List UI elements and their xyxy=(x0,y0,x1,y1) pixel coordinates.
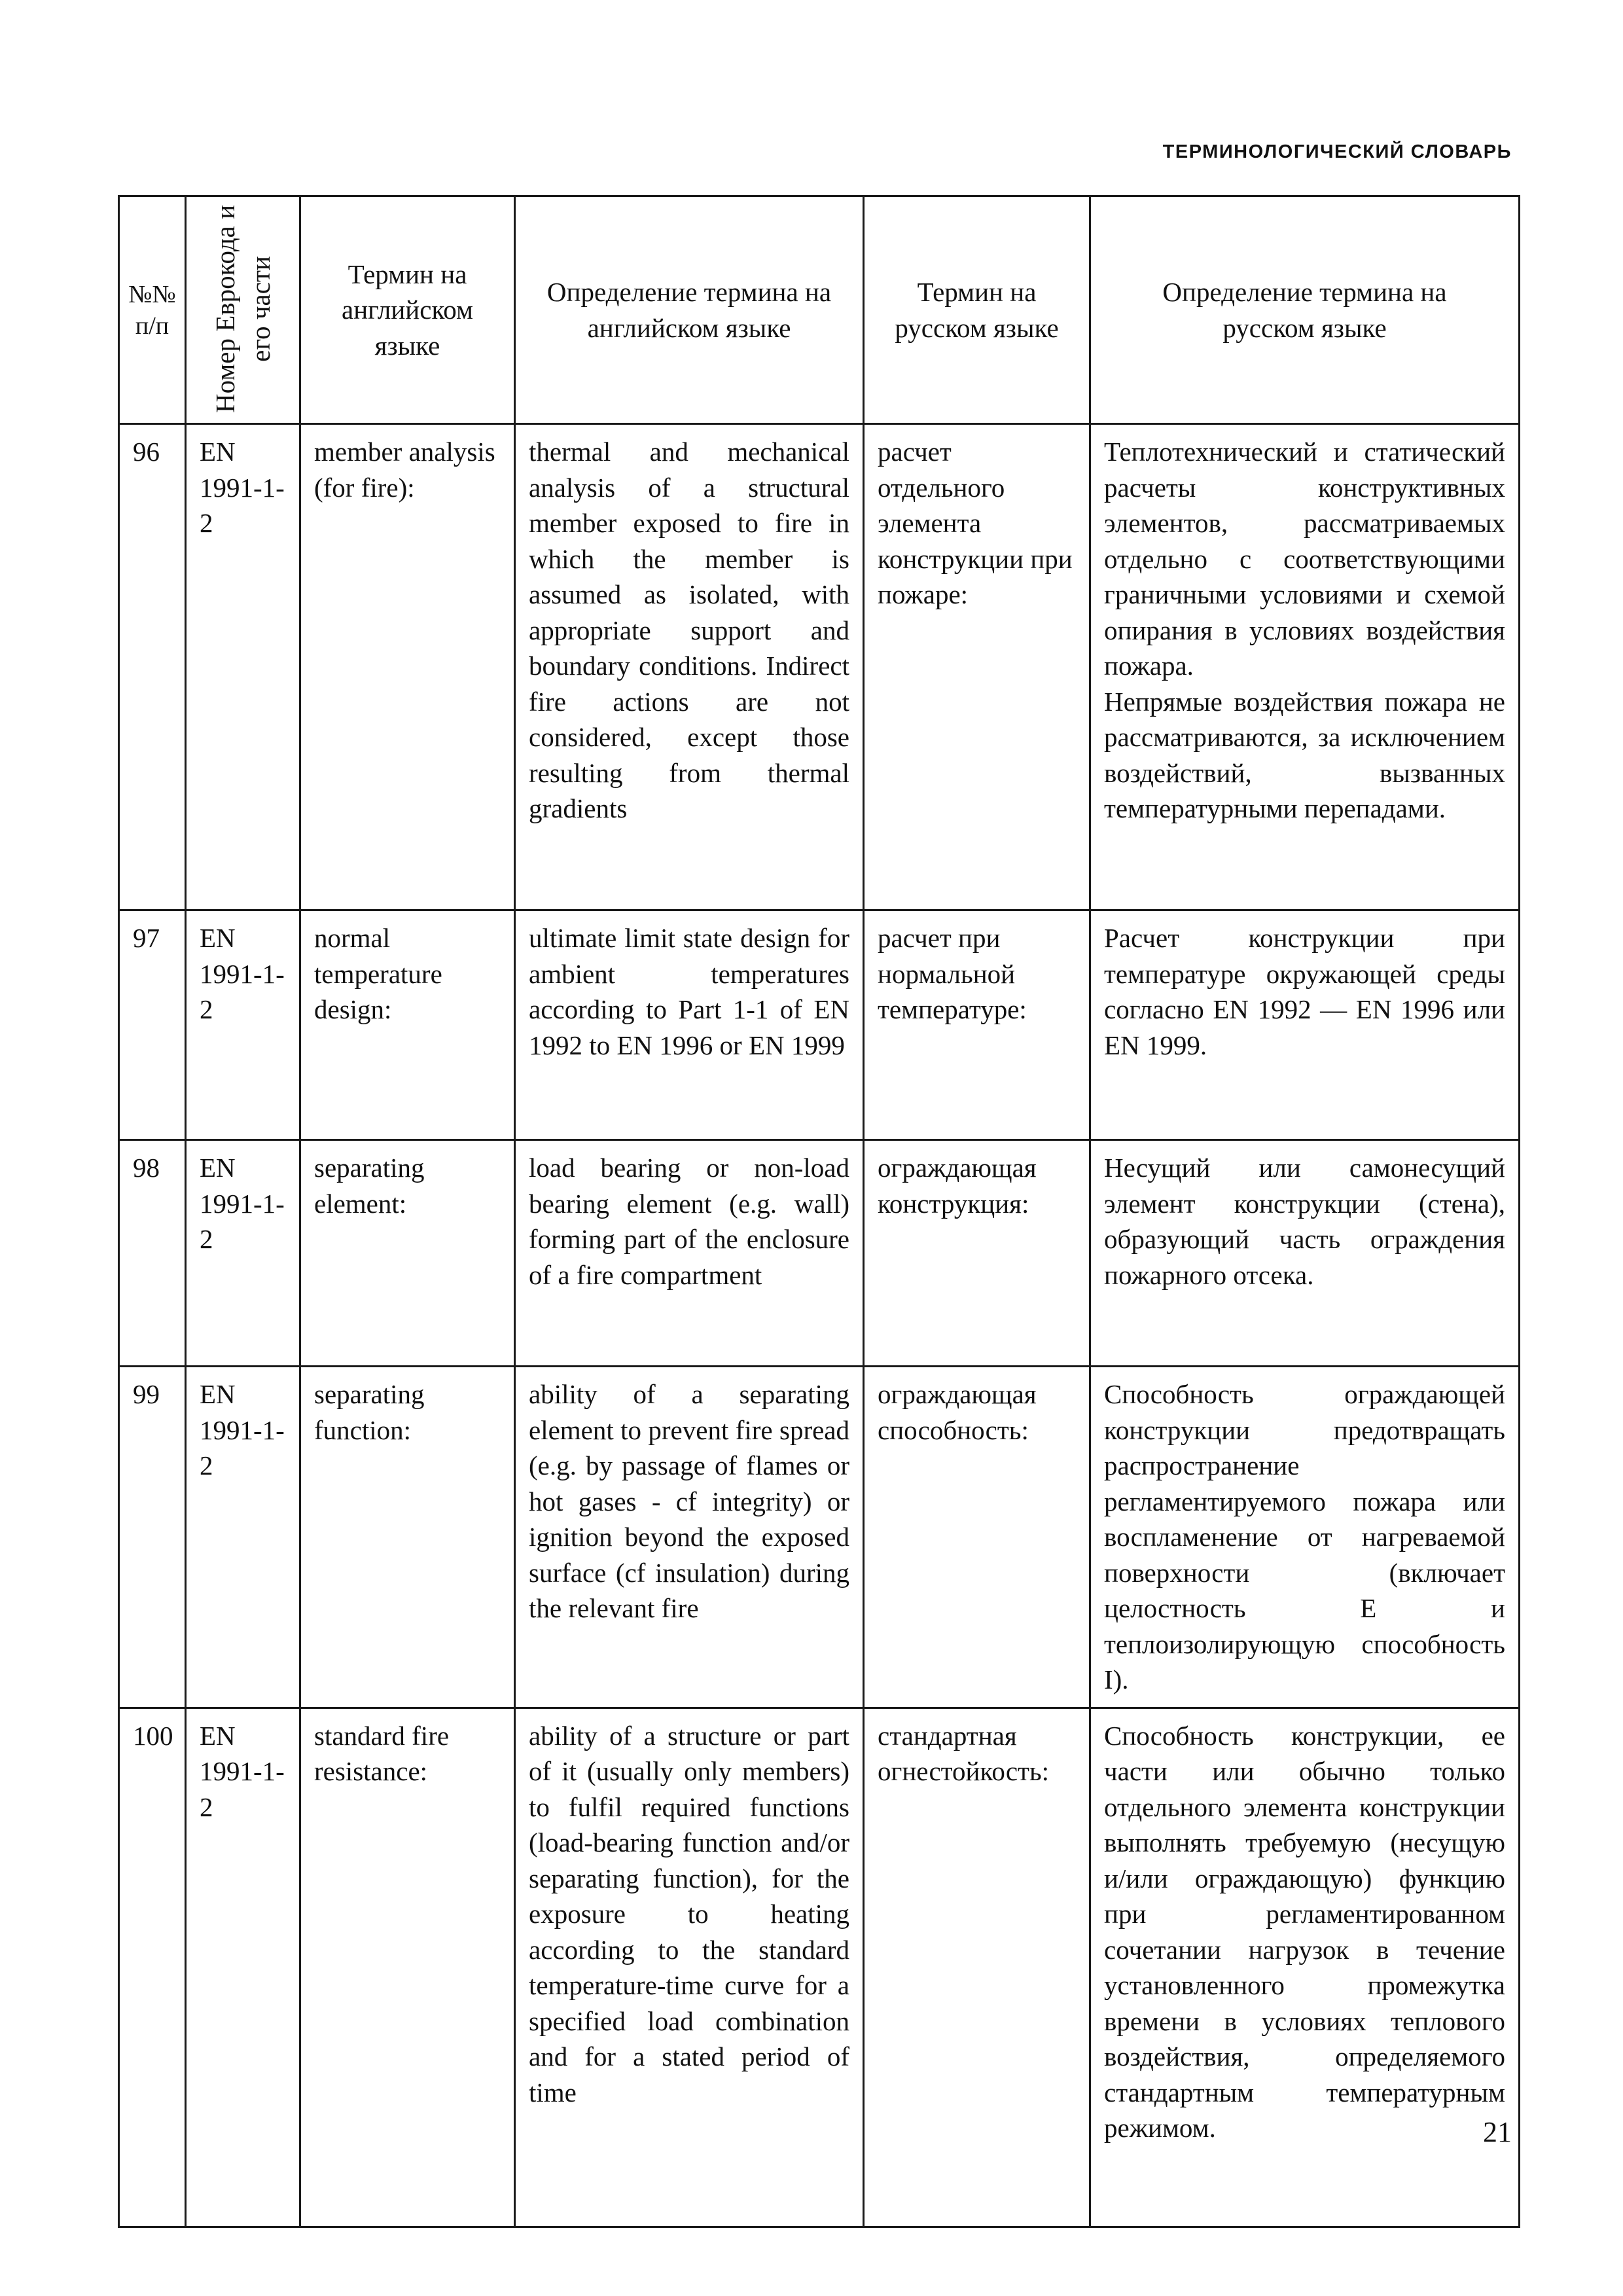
row-term-ru: ограждающая конструкция: xyxy=(864,1140,1090,1367)
row-eurocode: EN 1991-1-2 xyxy=(186,1140,300,1367)
row-definition-ru: Расчет конструкции при температуре окружающей среды согласно EN 1992 — EN 1996 или EN 1999. xyxy=(1090,910,1520,1140)
header-term-ru: Термин на русском языке xyxy=(864,196,1090,424)
table-row xyxy=(119,1140,1520,1367)
running-head: ТЕРМИНОЛОГИЧЕСКИЙ СЛОВАРЬ xyxy=(1162,141,1512,162)
header-definition-en: Определение термина на английском языке xyxy=(515,196,864,424)
row-definition-en: ultimate limit state design for ambient temperatures according to Part 1-1 of EN 1992 to EN 1996 or EN 1999 xyxy=(515,910,864,1140)
table-row xyxy=(119,1708,1520,2227)
table-row xyxy=(119,910,1520,1140)
row-definition-en: ability of a separating element to prevent fire spread (e.g. by passage of flames or hot gases - cf integrity) or ignition beyond the exposed surface (cf insulation) during the relevant fire xyxy=(515,1367,864,1708)
row-number: 96 xyxy=(119,424,186,910)
row-number: 98 xyxy=(119,1140,186,1367)
row-number: 97 xyxy=(119,910,186,1140)
row-term-ru: расчет при нормальной температуре: xyxy=(864,910,1090,1140)
header-definition-ru: Определение термина на русском языке xyxy=(1090,196,1520,424)
row-number: 100 xyxy=(119,1708,186,2227)
table-row xyxy=(119,1367,1520,1708)
row-term-en: separating function: xyxy=(300,1367,515,1708)
row-eurocode: EN 1991-1-2 xyxy=(186,1367,300,1708)
header-number: №№ п/п xyxy=(119,196,186,424)
row-term-en: separating element: xyxy=(300,1140,515,1367)
row-eurocode: EN 1991-1-2 xyxy=(186,910,300,1140)
row-definition-ru: Способность конструкции, ее части или обычно только отдельного элемента конструкции выполнять требуемую (несущую и/или ограждающую) функцию при регламентированном сочетании нагрузок в течение установленного промежутка времени в условиях теплового воздействия, определяемого стандартным температурным режимом. xyxy=(1090,1708,1520,2227)
row-definition-ru xyxy=(1090,424,1520,910)
glossary-table xyxy=(118,195,1520,2228)
table-row xyxy=(119,424,1520,910)
row-term-ru: расчет отдельного элемента конструкции при пожаре: xyxy=(864,424,1090,910)
header-term-en: Термин на английском языке xyxy=(300,196,515,424)
row-definition-ru: Способность ограждающей конструкции предотвращать распространение регламентируемого пожара или воспламенение от нагреваемой поверхности (включает целостность E и теплоизолирующую способность I). xyxy=(1090,1367,1520,1708)
header-eurocode: Номер Еврокода и его части xyxy=(186,196,300,424)
header-row xyxy=(119,196,1520,424)
page-number: 21 xyxy=(1483,2116,1512,2148)
row-eurocode: EN 1991-1-2 xyxy=(186,1708,300,2227)
row-term-ru: ограждающая способность: xyxy=(864,1367,1090,1708)
row-term-en: standard fire resistance: xyxy=(300,1708,515,2227)
row-definition-en: ability of a structure or part of it (usually only members) to fulfil required functions (load-bearing function and/or separating function), for the exposure to heating according to the standard temperature-time curve for a specified load combination and for a stated period of time xyxy=(515,1708,864,2227)
row-definition-en: load bearing or non-load bearing element (e.g. wall) forming part of the enclosure of a fire compartment xyxy=(515,1140,864,1367)
definition-ru-paragraph: Теплотехнический и статический расчеты конструктивных элементов, рассматриваемых отдельно с соответствующими граничными условиями и схемой опирания в условиях воздействия пожара. xyxy=(1104,437,1505,681)
row-term-ru: стандартная огнестойкость: xyxy=(864,1708,1090,2227)
row-definition-ru: Несущий или самонесущий элемент конструкции (стена), образующий часть ограждения пожарного отсека. xyxy=(1090,1140,1520,1367)
definition-ru-paragraph: Непрямые воздействия пожара не рассматриваются, за исключением воздействий, вызванных температурными перепадами. xyxy=(1104,686,1505,823)
row-number: 99 xyxy=(119,1367,186,1708)
row-term-en: normal temperature design: xyxy=(300,910,515,1140)
row-eurocode: EN 1991-1-2 xyxy=(186,424,300,910)
row-term-en: member analysis (for fire): xyxy=(300,424,515,910)
row-definition-en: thermal and mechanical analysis of a structural member exposed to fire in which the member is assumed as isolated, with appropriate support and boundary conditions. Indirect fire actions are not considered, except those resulting from thermal gradients xyxy=(515,424,864,910)
